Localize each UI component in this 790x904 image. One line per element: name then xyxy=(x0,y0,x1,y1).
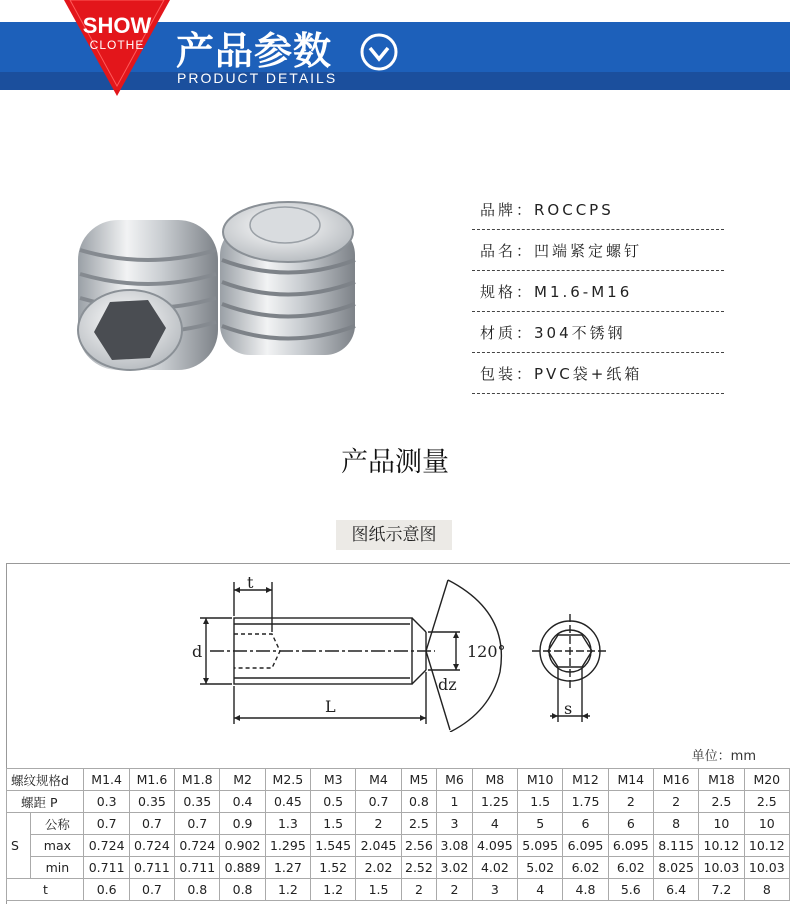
table-cell: 4 xyxy=(518,879,563,901)
table-cell: 5 xyxy=(518,813,563,835)
table-cell: 0.35 xyxy=(129,791,174,813)
table-cell: 6.095 xyxy=(608,835,653,857)
table-cell: 6.02 xyxy=(608,857,653,879)
table-cell: 4 xyxy=(472,813,517,835)
table-cell: 0.8 xyxy=(401,791,437,813)
table-cell: 0.5 xyxy=(311,791,356,813)
table-cell: 0.711 xyxy=(175,857,220,879)
table-cell: 6.095 xyxy=(563,835,608,857)
table-header-cell: M16 xyxy=(653,769,698,791)
table-cell: 0.7 xyxy=(175,813,220,835)
table-row xyxy=(7,835,790,857)
spec-brand: 品牌：ROCCPS xyxy=(472,188,724,230)
table-cell: 10 xyxy=(744,813,789,835)
table-cell: 1.545 xyxy=(311,835,356,857)
drawing-label: 图纸示意图 xyxy=(336,520,452,550)
technical-drawing xyxy=(180,572,610,736)
table-cell: 2 xyxy=(437,879,473,901)
table-header-cell: M1.8 xyxy=(175,769,220,791)
table-cell: 10.12 xyxy=(744,835,789,857)
table-group-cell: S xyxy=(7,813,31,879)
table-cell: 8.025 xyxy=(653,857,698,879)
label-d: d xyxy=(192,642,203,661)
table-header-cell: M5 xyxy=(401,769,437,791)
table-cell: 0.8 xyxy=(220,879,265,901)
table-cell: 2.045 xyxy=(356,835,401,857)
table-row xyxy=(7,879,790,901)
table-header-cell: M1.4 xyxy=(84,769,129,791)
table-cell: 6 xyxy=(608,813,653,835)
dimension-table xyxy=(6,768,790,901)
table-cell: 0.6 xyxy=(84,879,129,901)
table-cell: 1.25 xyxy=(472,791,517,813)
table-cell: 0.724 xyxy=(129,835,174,857)
table-cell: 0.45 xyxy=(265,791,310,813)
table-cell: 1.2 xyxy=(311,879,356,901)
table-cell: 0.711 xyxy=(84,857,129,879)
table-row xyxy=(7,857,790,879)
table-cell: 2 xyxy=(356,813,401,835)
table-cell: 3 xyxy=(472,879,517,901)
table-row-label: min xyxy=(31,857,84,879)
table-header-cell: 螺纹规格d xyxy=(7,769,84,791)
table-header-cell: M1.6 xyxy=(129,769,174,791)
spec-packaging: 包装：PVC袋+纸箱 xyxy=(472,352,724,394)
table-cell: 1.2 xyxy=(265,879,310,901)
table-cell: 3.08 xyxy=(437,835,473,857)
label-dz: dz xyxy=(438,675,457,694)
table-row-label: t xyxy=(7,879,84,901)
table-cell: 2 xyxy=(608,791,653,813)
table-header-cell: M20 xyxy=(744,769,789,791)
label-s: s xyxy=(564,699,573,718)
section-title: 产品测量 xyxy=(341,447,449,478)
table-cell: 0.7 xyxy=(84,813,129,835)
table-cell: 4.095 xyxy=(472,835,517,857)
table-row xyxy=(7,791,790,813)
spec-material: 材质：304不锈钢 xyxy=(472,311,724,353)
table-cell: 8 xyxy=(744,879,789,901)
table-cell: 0.7 xyxy=(356,791,401,813)
table-cell: 1.52 xyxy=(311,857,356,879)
badge-show-text: SHOW xyxy=(82,13,152,38)
table-cell: 5.6 xyxy=(608,879,653,901)
table-cell: 2.52 xyxy=(401,857,437,879)
table-cell: 10.03 xyxy=(699,857,744,879)
table-row-label: 公称 xyxy=(31,813,84,835)
table-cell: 0.711 xyxy=(129,857,174,879)
table-row-label: max xyxy=(31,835,84,857)
table-row xyxy=(7,813,790,835)
table-cell: 0.8 xyxy=(175,879,220,901)
table-cell: 0.889 xyxy=(220,857,265,879)
table-cell: 2 xyxy=(401,879,437,901)
table-cell: 1.5 xyxy=(518,791,563,813)
page-title: 产品参数 xyxy=(176,29,333,73)
table-cell: 2.5 xyxy=(401,813,437,835)
table-cell: 10.12 xyxy=(699,835,744,857)
page-subtitle: PRODUCT DETAILS xyxy=(177,70,338,86)
table-cell: 0.902 xyxy=(220,835,265,857)
table-header-cell: M2.5 xyxy=(265,769,310,791)
table-cell: 3.02 xyxy=(437,857,473,879)
table-cell: 4.8 xyxy=(563,879,608,901)
product-photo xyxy=(70,190,370,380)
table-cell: 6.02 xyxy=(563,857,608,879)
table-header-cell: M14 xyxy=(608,769,653,791)
table-cell: 10.03 xyxy=(744,857,789,879)
table-cell: 5.095 xyxy=(518,835,563,857)
table-cell: 2.5 xyxy=(744,791,789,813)
unit-label: 单位：mm xyxy=(691,749,756,764)
table-cell: 0.9 xyxy=(220,813,265,835)
table-cell: 2.02 xyxy=(356,857,401,879)
table-cell: 4.02 xyxy=(472,857,517,879)
table-cell: 0.35 xyxy=(175,791,220,813)
table-cell: 10 xyxy=(699,813,744,835)
label-angle: 120° xyxy=(467,642,506,661)
table-cell: 6 xyxy=(563,813,608,835)
table-header-cell: M4 xyxy=(356,769,401,791)
table-cell: 2.56 xyxy=(401,835,437,857)
table-cell: 8.115 xyxy=(653,835,698,857)
table-cell: 5.02 xyxy=(518,857,563,879)
table-row-label: 螺距 P xyxy=(7,791,84,813)
table-cell: 0.3 xyxy=(84,791,129,813)
table-cell: 8 xyxy=(653,813,698,835)
table-header-cell: M3 xyxy=(311,769,356,791)
table-cell: 0.7 xyxy=(129,879,174,901)
table-cell: 1.75 xyxy=(563,791,608,813)
show-clothe-badge xyxy=(64,0,170,96)
chevron-down-circle-icon xyxy=(359,32,399,72)
label-t: t xyxy=(247,573,254,592)
spec-product-name: 品名：凹端紧定螺钉 xyxy=(472,229,724,271)
table-cell: 1.27 xyxy=(265,857,310,879)
table-cell: 0.7 xyxy=(129,813,174,835)
spec-size: 规格：M1.6-M16 xyxy=(472,270,724,312)
table-cell: 7.2 xyxy=(699,879,744,901)
table-cell: 0.724 xyxy=(175,835,220,857)
table-header-cell: M6 xyxy=(437,769,473,791)
table-cell: 1.3 xyxy=(265,813,310,835)
table-cell: 2 xyxy=(653,791,698,813)
table-header-cell: M10 xyxy=(518,769,563,791)
table-cell: 2.5 xyxy=(699,791,744,813)
table-cell: 6.4 xyxy=(653,879,698,901)
table-cell: 1 xyxy=(437,791,473,813)
table-header-cell: M8 xyxy=(472,769,517,791)
table-cell: 3 xyxy=(437,813,473,835)
table-cell: 1.5 xyxy=(311,813,356,835)
table-cell: 1.5 xyxy=(356,879,401,901)
table-cell: 0.4 xyxy=(220,791,265,813)
table-cell: 1.295 xyxy=(265,835,310,857)
badge-clothe-text: CLOTHE xyxy=(89,38,145,52)
table-header-cell: M18 xyxy=(699,769,744,791)
table-header-cell: M12 xyxy=(563,769,608,791)
label-L: L xyxy=(325,697,336,716)
table-cell: 0.724 xyxy=(84,835,129,857)
table-header-cell: M2 xyxy=(220,769,265,791)
table-header-row xyxy=(7,769,790,791)
